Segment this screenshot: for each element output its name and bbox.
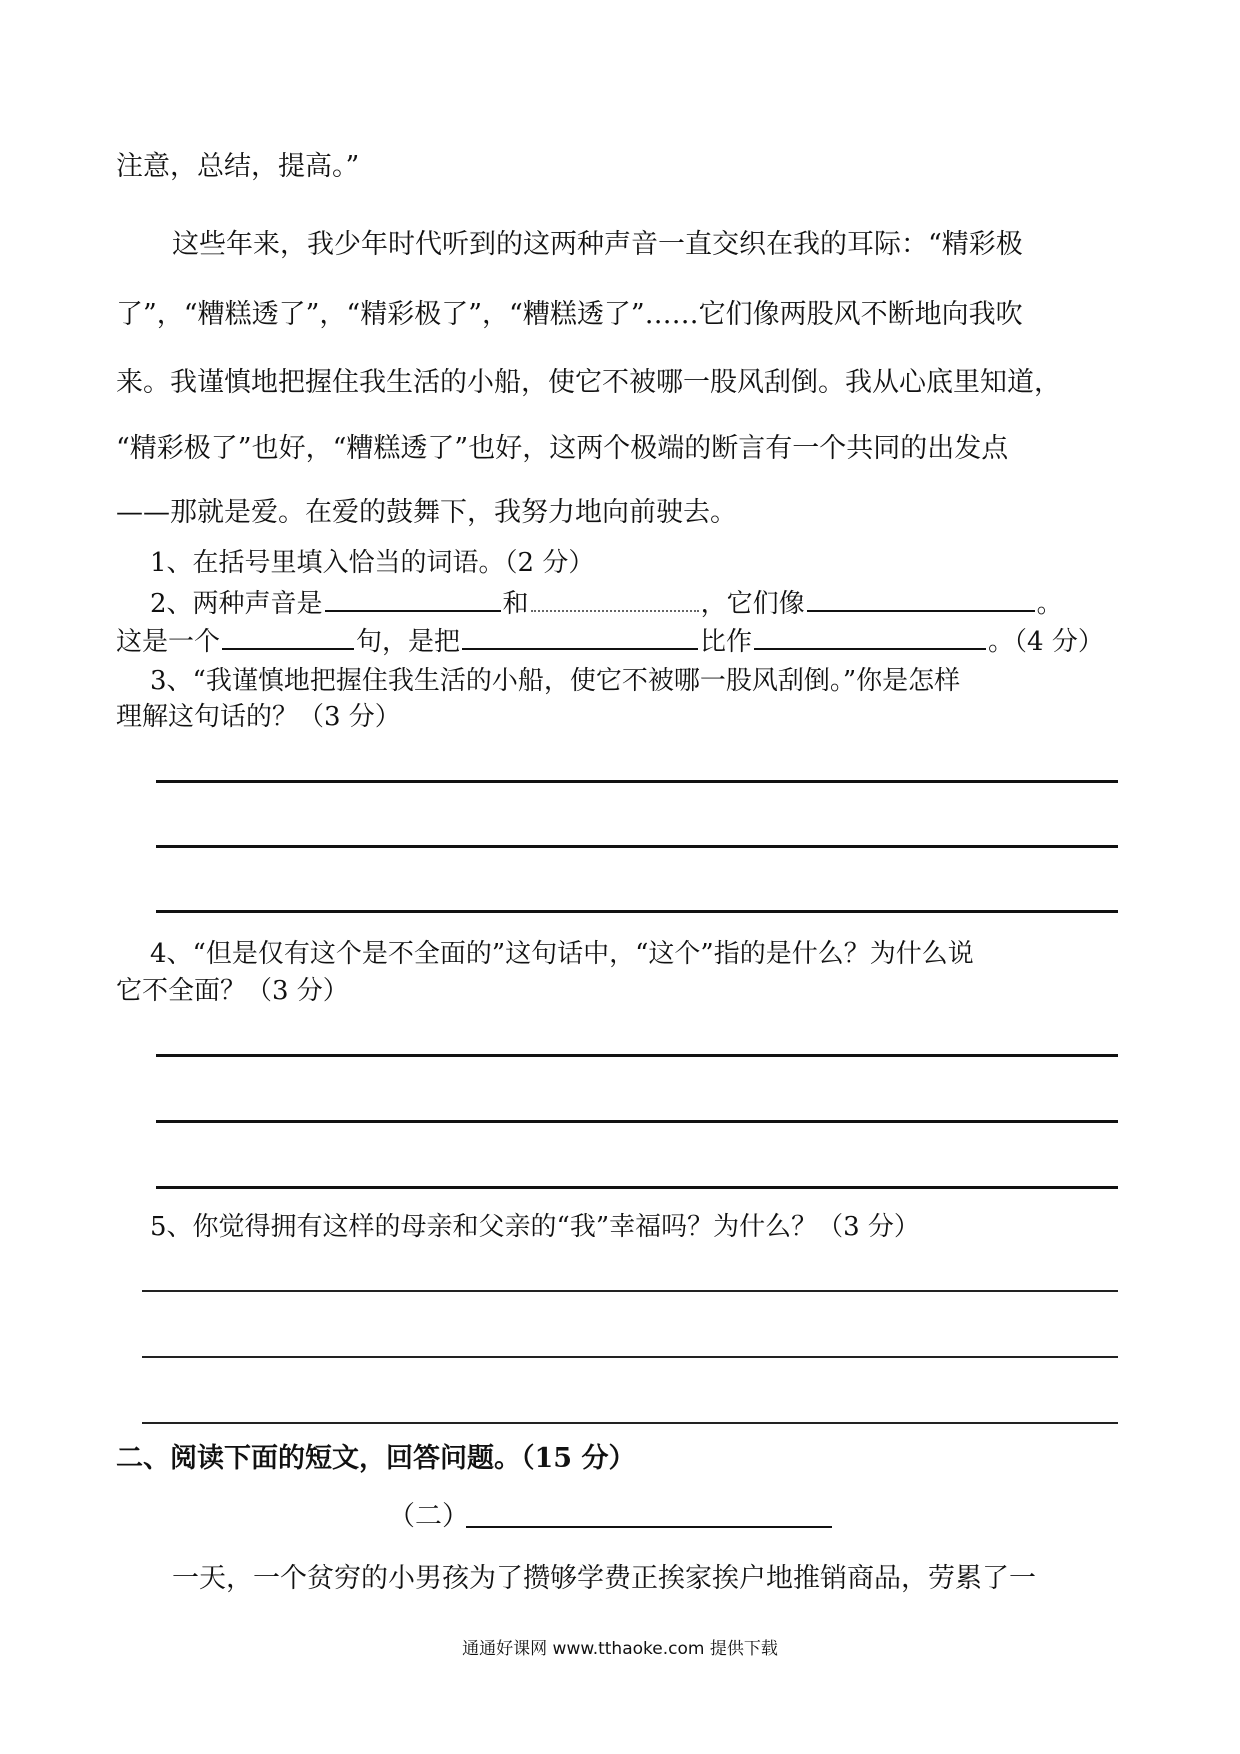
passage-line: 这些年来，我少年时代听到的这两种声音一直交织在我的耳际：“精彩极 — [172, 229, 1023, 260]
question-3: 3、“我谨慎地把握住我生活的小船，使它不被哪一股风刮倒。”你是怎样 — [150, 666, 961, 696]
q2-text: 。 — [1036, 589, 1063, 619]
q2-text: 句，是把 — [356, 627, 461, 657]
section-heading: 二、阅读下面的短文，回答问题。（15 分） — [116, 1443, 636, 1474]
q2-text: 和 — [502, 589, 529, 619]
q2-text: 2、两种声音是 — [150, 589, 323, 619]
q2-blank-6[interactable] — [754, 624, 986, 650]
footer-text: 通通好课网 www.tthaoke.com 提供下载 — [462, 1639, 778, 1659]
question-2-line1 — [150, 586, 1150, 621]
q2-text: 这是一个 — [116, 627, 221, 657]
passage-line: “精彩极了”也好，“糟糕透了”也好，这两个极端的断言有一个共同的出发点 — [116, 433, 1009, 464]
answer-line[interactable] — [156, 845, 1118, 848]
q2-blank-3[interactable] — [807, 586, 1035, 612]
q2-blank-1[interactable] — [325, 586, 501, 612]
answer-line[interactable] — [156, 780, 1118, 783]
q2-blank-4[interactable] — [222, 624, 354, 650]
passage-line: 来。我谨慎地把握住我生活的小船，使它不被哪一股风刮倒。我从心底里知道， — [116, 367, 1061, 398]
passage-line: 一天，一个贫穷的小男孩为了攒够学费正挨家挨户地推销商品，劳累了一 — [172, 1563, 1036, 1594]
q2-blank-2[interactable] — [531, 586, 699, 612]
answer-line[interactable] — [156, 1186, 1118, 1189]
answer-line[interactable] — [156, 910, 1118, 913]
q2-text: 比作 — [700, 627, 753, 657]
title-blank[interactable] — [466, 1526, 832, 1528]
question-5: 5、你觉得拥有这样的母亲和父亲的“我”幸福吗？为什么？（3 分） — [150, 1212, 920, 1242]
question-3-cont: 理解这句话的？（3 分） — [116, 702, 401, 732]
passage-subtitle: （二） — [388, 1501, 469, 1532]
answer-line[interactable] — [142, 1356, 1118, 1358]
answer-line[interactable] — [156, 1054, 1118, 1057]
passage-line: 注意，总结，提高。” — [116, 151, 360, 182]
question-4-cont: 它不全面？（3 分） — [116, 976, 349, 1006]
q2-blank-5[interactable] — [462, 624, 698, 650]
question-4: 4、“但是仅有这个是不全面的”这句话中，“这个”指的是什么？为什么说 — [150, 939, 974, 969]
answer-line[interactable] — [142, 1290, 1118, 1292]
passage-line: ——那就是爱。在爱的鼓舞下，我努力地向前驶去。 — [116, 497, 737, 528]
q2-text: 。（4 分） — [988, 627, 1104, 657]
question-1: 1、在括号里填入恰当的词语。（2 分） — [150, 548, 595, 578]
q2-text: ，它们像 — [700, 589, 805, 619]
question-2-line2 — [116, 624, 1116, 659]
answer-line[interactable] — [142, 1422, 1118, 1424]
answer-line[interactable] — [156, 1120, 1118, 1123]
passage-line: 了”，“糟糕透了”，“精彩极了”，“糟糕透了”……它们像两股风不断地向我吹 — [116, 299, 1023, 330]
